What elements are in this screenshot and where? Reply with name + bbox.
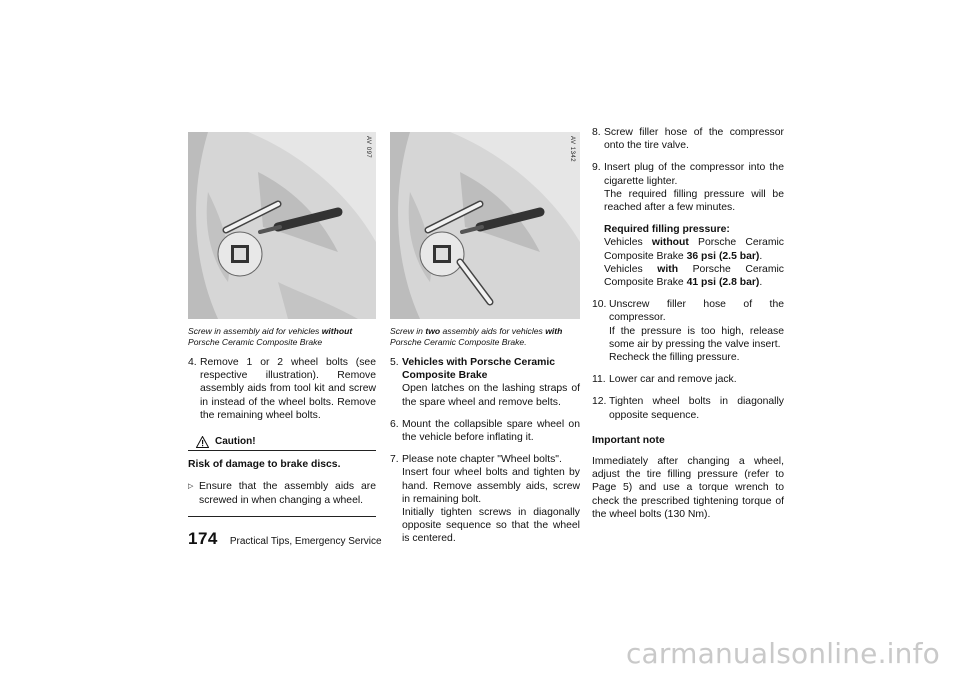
- right-column: [592, 126, 784, 521]
- step-7: 7. Please note chapter "Wheel bolts". Insert four wheel bolts and tighten by hand. Remove assembly aids, screw in remaining bolt. Initially tighten screws in diagonally opposite sequence so that the wheel is centered.: [390, 454, 580, 545]
- middle-column: [390, 132, 580, 546]
- step-10-text-2: If the pressure is too high, release some air by pressing the valve insert.: [609, 325, 784, 350]
- step-8-text: Screw filler hose of the compressor onto the tire valve.: [604, 127, 784, 152]
- wheel-illustration-one-aid: [188, 132, 376, 319]
- important-note-text: Immediately after changing a wheel, adjust the tire filling pressure (refer to Page 5) and use a torque wrench to check the prescribed tightening torque of the wheel bolts (130 Nm).: [592, 456, 784, 520]
- figure-caption: Screw in assembly aid for vehicles without Porsche Ceramic Composite Brake: [188, 326, 353, 347]
- pressure-heading: Required filling pressure:: [604, 224, 730, 236]
- caution-rule: [188, 516, 376, 517]
- bullet-arrow-icon: ▷: [188, 483, 194, 491]
- step-4-text: Remove 1 or 2 wheel bolts (see respective illustration). Remove assembly aids from tool kit and screw in instead of the wheel bolts. Remove the remaining wheel bolts.: [200, 357, 376, 421]
- step-12: 12. Tighten wheel bolts in diagonally opposite sequence.: [592, 396, 784, 421]
- step-10-text: Unscrew filler hose of the compressor.: [609, 299, 784, 324]
- wheel-illustration-two-aids: [390, 132, 580, 319]
- step-9-text: Insert plug of the compressor into the cigarette lighter.: [604, 162, 784, 187]
- figure-code: AV 1342: [569, 136, 575, 163]
- important-note-title: Important note: [592, 434, 665, 446]
- caution-label: Caution!: [215, 436, 256, 448]
- caution-bullet: ▷ Ensure that the assembly aids are screwed in when changing a wheel.: [188, 481, 376, 506]
- step-12-text: Tighten wheel bolts in diagonally opposite sequence.: [609, 396, 784, 421]
- wheel-two-aids-drawing: [390, 132, 580, 319]
- step-4: 4. Remove 1 or 2 wheel bolts (see respective illustration). Remove assembly aids from tool kit and screw in instead of the wheel bolts. Remove the remaining wheel bolts.: [188, 357, 376, 421]
- step-6: 6. Mount the collapsible spare wheel on the vehicle before inflating it.: [390, 418, 580, 444]
- pressure-with: Vehicles with Porsche Ceramic Composite Brake 41 psi (2.8 bar).: [604, 263, 784, 289]
- watermark: carmanualsonline.info: [625, 637, 940, 670]
- figure-code: AV 097: [365, 136, 371, 159]
- pressure-without: Vehicles without Porsche Ceramic Composite Brake 36 psi (2.5 bar).: [604, 237, 784, 262]
- step-7-line-1: Please note chapter "Wheel bolts".: [402, 454, 562, 466]
- step-11: 11. Lower car and remove jack.: [592, 373, 784, 386]
- step-5: 5. Vehicles with Porsche Ceramic Composite Brake Open latches on the lashing straps of the spare wheel and remove belts.: [390, 357, 580, 408]
- caution-header: [188, 435, 376, 451]
- step-10: 10. Unscrew filler hose of the compressor. If the pressure is too high, release some air by pressing the valve insert. Recheck the filling pressure.: [592, 299, 784, 364]
- step-6-text: Mount the collapsible spare wheel on the vehicle before inflating it.: [402, 418, 580, 444]
- caution-title: Risk of damage to brake discs.: [188, 459, 341, 471]
- warning-icon: [196, 436, 209, 448]
- step-7-line-3: Initially tighten screws in diagonally opposite sequence so that the wheel is centered.: [402, 507, 580, 545]
- caution-block: [188, 435, 376, 517]
- page-number: 174: [188, 529, 218, 548]
- figure-caption: Screw in two assembly aids for vehicles with Porsche Ceramic Composite Brake.: [390, 326, 563, 347]
- step-5-title: Vehicles with Porsche Ceramic Composite Brake: [402, 357, 556, 382]
- step-10-text-3: Recheck the filling pressure.: [609, 352, 740, 364]
- left-column: [188, 132, 376, 517]
- section-title: Practical Tips, Emergency Service: [229, 536, 382, 547]
- step-7-line-2: Insert four wheel bolts and tighten by hand. Remove assembly aids, screw in remaining bolt.: [402, 467, 580, 505]
- page-footer: [188, 529, 382, 549]
- step-9-text-2: The required filling pressure will be reached after a few minutes.: [604, 188, 784, 214]
- step-5-text: Open latches on the lashing straps of the spare wheel and remove belts.: [402, 383, 580, 408]
- wheel-one-aid-drawing: [188, 132, 376, 319]
- step-11-text: Lower car and remove jack.: [609, 374, 737, 386]
- step-9: 9. Insert plug of the compressor into the cigarette lighter. The required filling pressure will be reached after a few minutes. Required filling pressure: Vehicles without Porsche Ceramic Composite Brake 36 psi (2.5 bar). Vehicles with Porsche Ceramic Composite Brake 41 psi (2.8 bar).: [592, 162, 784, 289]
- step-8: 8. Screw filler hose of the compressor onto the tire valve.: [592, 127, 784, 152]
